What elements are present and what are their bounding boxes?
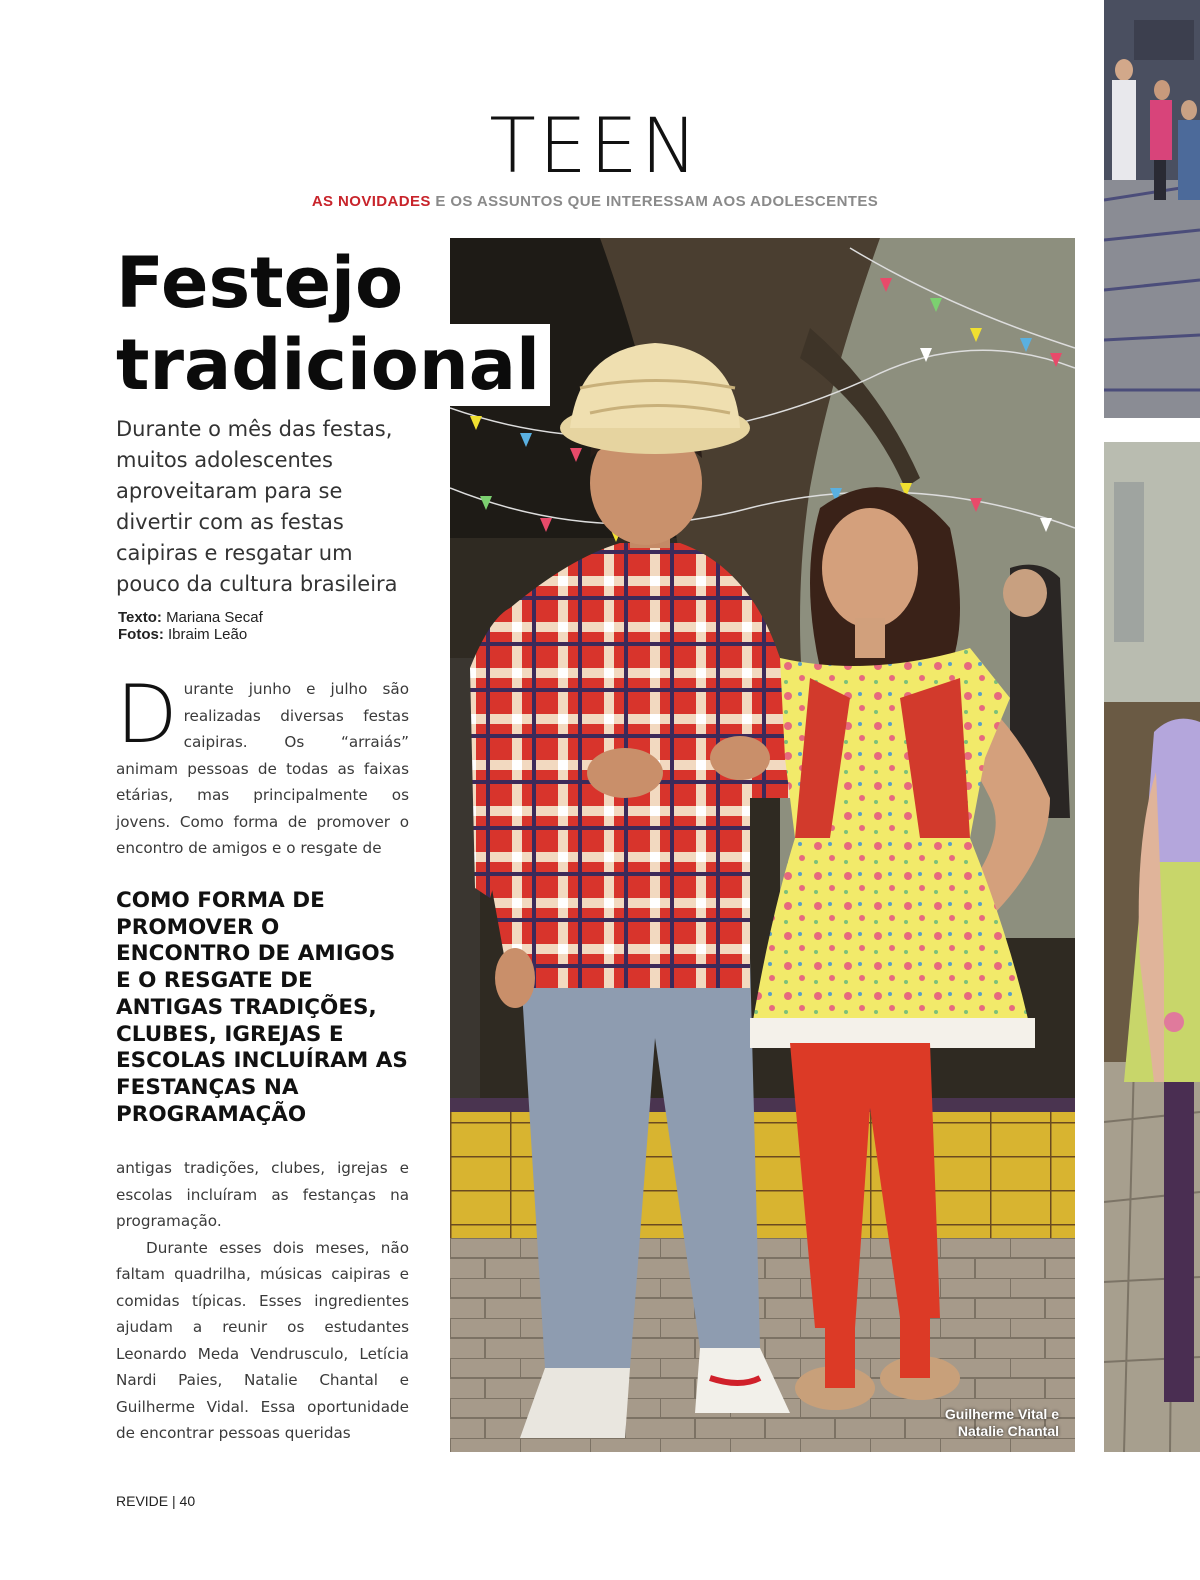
body-text-part1 [116, 668, 409, 862]
credit-photo-label: Fotos: [118, 626, 164, 643]
photo-caption-line1: Guilherme Vital e [944, 1406, 1059, 1422]
side-photo-bottom [1104, 442, 1200, 1452]
section-subtitle [0, 193, 1190, 210]
credit-photo-name: Ibraim Leão [168, 626, 248, 643]
subtitle-rest: E OS ASSUNTOS QUE INTERESSAM AOS ADOLESCENTES [435, 193, 879, 210]
body-text-part2 [116, 1155, 409, 1447]
subtitle-highlight: AS NOVIDADES [311, 193, 431, 210]
pull-quote: COMO FORMA DE PROMOVER O ENCONTRO DE AMIGOS E O RESGATE DE ANTIGAS TRADIÇÕES, CLUBES, IGREJAS E ESCOLAS INCLUÍRAM AS FESTANÇAS NA PROGRAMAÇÃO [116, 888, 408, 1127]
drop-cap: D [116, 668, 178, 761]
body-text-part1-content: urante junho e julho são realizadas diversas festas caipiras. Os “arraiás” animam pessoas de todas as faixas etárias, mas principalmente os jovens. Como forma de promover o encontro de amigos e o resgate de [116, 680, 409, 857]
credit-text-name: Mariana Secaf [166, 609, 263, 626]
photo-caption [945, 1406, 1059, 1440]
credit-text-label: Texto: [118, 609, 162, 626]
headline-line2: tradicional [116, 324, 550, 406]
photo-caption-line2: Natalie Chantal [957, 1423, 1059, 1439]
body-paragraph: antigas tradições, clubes, igrejas e escolas incluíram as festanças na programação. [116, 1159, 409, 1230]
side-photo-top [1104, 0, 1200, 418]
section-title: TEEN [489, 101, 701, 190]
headline-line1: Festejo [116, 242, 404, 324]
body-paragraph: Durante esses dois meses, não faltam quadrilha, músicas caipiras e comidas típicas. Esses ingredientes ajudam a reunir os estudantes Leonardo Meda Vendrusculo, Letícia Nardi Paies, Natalie Chantal e Guilherme Vidal. Essa oportunidade de encontrar pessoas queridas [116, 1238, 409, 1442]
credit-text [118, 609, 263, 626]
main-photo [450, 238, 1075, 1452]
lead-paragraph: Durante o mês das festas, muitos adolescentes aproveitaram para se divertir com as festas caipiras e resgatar um pouco da cultura brasileira [116, 417, 398, 596]
page-folio: REVIDE | 40 [116, 1493, 196, 1509]
credit-photo [118, 626, 263, 643]
headline [116, 242, 550, 406]
credits [118, 609, 263, 643]
